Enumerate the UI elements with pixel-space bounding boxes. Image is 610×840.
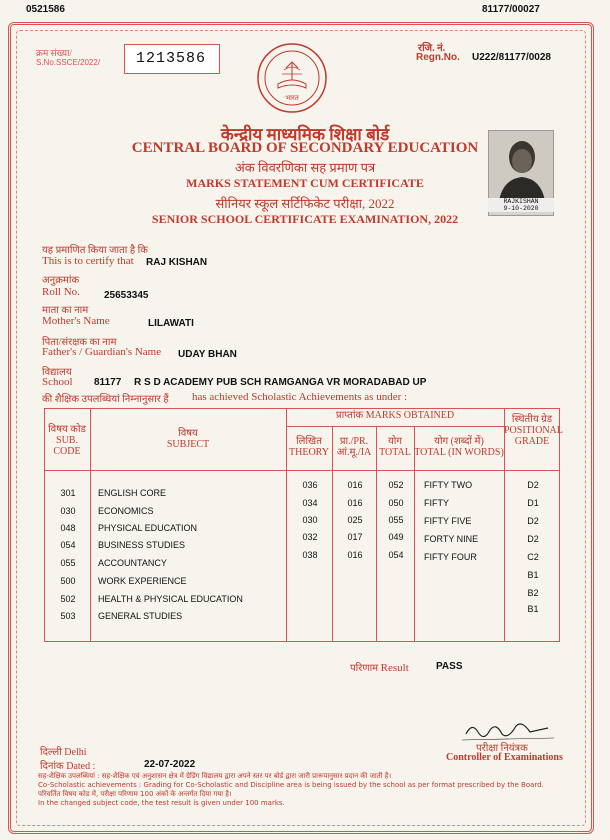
marks-subheader-divider [286,426,504,427]
father-label: Father's / Guardian's Name [42,346,162,358]
row-grade: D2 [527,480,539,490]
marks-hindi: प्राप्तांक [335,410,364,421]
result-label-en: Result [380,662,409,674]
note2-hindi: परिवर्तित विषय कोड में, परीक्षा परिणाम 100 अंकों के अन्तर्गत दिया गया है। [38,790,232,798]
col-header-theory [286,436,332,458]
photo-caption-date: 9-10-2020 [503,205,539,212]
date-label [40,758,95,772]
school-label-hindi: विद्यालय [42,367,72,378]
school-name: R S D ACADEMY PUB SCH RAMGANGA VR MORADABAD UP [134,377,427,388]
certify-label-hindi: यह प्रमाणित किया जाता है कि [42,245,148,256]
regn-label: Regn.No. [416,52,460,63]
mother-name: LILAWATI [148,318,194,329]
row-pr: 025 [347,515,363,525]
col-divider [332,426,333,642]
exam-title: SENIOR SCHOOL CERTIFICATE EXAMINATION, 2022 [151,212,459,226]
row-total: 049 [388,532,404,542]
code-code: CODE [53,446,81,457]
roll-number: 25653345 [104,290,149,301]
row-theory: 038 [302,550,318,560]
footer-notes [38,772,578,808]
note1-hindi: सह-शैक्षिक उपलब्धियां : सह-शैक्षिक एवं अनुशासन क्षेत्र में ग्रेडिंग विद्यालय द्वारा अपने स्तर पर बोर्ड द्वारा जारी प्रारूपानुसार प्रदान की जाती है। [38,772,392,780]
total-en: TOTAL [379,447,411,458]
date-hindi: दिनांक [40,761,64,772]
row-pr: 016 [347,480,363,490]
achieved-label-hindi: की शैक्षिक उपलब्धियां निम्नानुसार हैं [42,394,169,405]
col-header-grade [504,414,563,447]
marks-en: MARKS OBTAINED [365,410,455,421]
mother-label: Mother's Name [42,315,110,327]
row-code: 054 [60,540,76,550]
row-subject: BUSINESS STUDIES [98,540,186,550]
row-pr: 017 [347,532,363,542]
candidate-name: RAJ KISHAN [146,257,208,268]
subject-hindi: विषय [178,428,198,439]
row-subject: ECONOMICS [98,506,154,516]
code-sub: SUB. [56,435,78,446]
row-grade: D1 [527,498,539,508]
row-code: 503 [60,611,76,621]
col-header-pr [332,436,376,458]
row-theory: 032 [302,532,318,542]
col-header-words [414,436,504,458]
board-name: CENTRAL BOARD OF SECONDARY EDUCATION [131,140,479,156]
row-pr: 016 [347,550,363,560]
place-hindi: दिल्ली [40,747,62,758]
board-name-hindi: केन्द्रीय माध्यमिक शिक्षा बोर्ड [220,125,390,144]
row-words: FIFTY FOUR [424,552,477,562]
row-grade: B1 [527,604,539,614]
document-title-hindi: अंक विवरणिका सह प्रमाण पत्र [234,160,376,175]
row-subject: HEALTH & PHYSICAL EDUCATION [98,594,243,604]
result-label-hindi: परिणाम [350,663,379,674]
emblem-text: भारत [285,94,299,102]
cbse-emblem-icon [256,42,328,114]
row-code: 500 [60,576,76,586]
issue-date: 22-07-2022 [144,759,196,770]
col-header-subject [90,428,286,450]
grade-en2: GRADE [514,436,550,447]
top-right-serial: 81177/00027 [482,4,540,15]
theory-hindi: लिखित [296,436,322,447]
school-code: 81177 [94,377,122,388]
father-name: UDAY BHAN [178,349,237,360]
table-header-divider [44,470,560,471]
theory-en: THEORY [289,447,329,458]
roll-label-hindi: अनुक्रमांक [42,275,80,286]
photo-caption-name: RAJKISHAN [503,198,539,205]
row-grade: D2 [527,516,539,526]
row-theory: 034 [302,498,318,508]
row-words: FIFTY [424,498,449,508]
regn-label-hindi: रजि. नं. [418,43,446,54]
school-label: School [42,376,73,388]
photo-caption [488,198,554,212]
words-en: TOTAL (IN WORDS) [414,447,504,458]
col-divider [414,426,415,642]
row-code: 502 [60,594,76,604]
row-theory: 036 [302,480,318,490]
sno-label: S.No.SSCE/2022/ [36,58,101,67]
top-left-serial: 0521586 [26,4,65,15]
sno-label-hindi: क्रम संख्या/ [36,48,72,58]
col-header-marks [286,410,504,421]
row-total: 055 [388,515,404,525]
row-theory: 030 [302,515,318,525]
document-title: MARKS STATEMENT CUM CERTIFICATE [186,176,424,190]
row-code: 030 [60,506,76,516]
row-subject: GENERAL STUDIES [98,611,183,621]
sno-value: 1213586 [136,50,207,67]
row-code: 048 [60,523,76,533]
controller-hindi: परीक्षा नियंत्रक [476,743,528,754]
row-subject: WORK EXPERIENCE [98,576,187,586]
achieved-label: has achieved Scholastic Achievements as under : [192,391,408,403]
row-words: FORTY NINE [424,534,479,544]
row-subject: PHYSICAL EDUCATION [98,523,198,533]
col-divider [376,426,377,642]
grade-hindi: स्थितीय ग्रेड [511,414,553,425]
roll-label: Roll No. [42,286,80,298]
pr-hindi: प्रा./PR. [339,436,369,447]
row-grade: B2 [527,588,539,598]
controller-title: Controller of Examinations [446,752,563,763]
row-words: FIFTY TWO [424,480,473,490]
result-label [350,660,409,674]
regn-value: U222/81177/0028 [472,52,551,63]
result-value: PASS [436,661,463,672]
row-words: FIFTY FIVE [424,516,472,526]
total-hindi: योग [387,436,403,447]
row-total: 052 [388,480,404,490]
mother-label-hindi: माता का नाम [42,305,89,316]
row-subject: ENGLISH CORE [98,488,167,498]
row-grade: D2 [527,534,539,544]
place-label [40,744,87,758]
words-hindi: योग (शब्दों में) [434,436,484,447]
exam-title-hindi: सीनियर स्कूल सर्टिफिकेट परीक्षा, 2022 [215,196,395,211]
row-code: 301 [60,488,76,498]
col-header-total [376,436,414,458]
row-grade: B1 [527,570,539,580]
place-en: Delhi [64,747,87,758]
row-grade: C2 [527,552,539,562]
certify-label: This is to certify that [42,255,134,267]
row-pr: 016 [347,498,363,508]
row-total: 054 [388,550,404,560]
row-total: 050 [388,498,404,508]
col-header-code [44,424,90,457]
row-code: 055 [60,558,76,568]
code-hindi: विषय कोड [48,424,86,435]
grade-en1: POSITIONAL [504,425,563,436]
father-label-hindi: पिता/संरक्षक का नाम [42,337,117,348]
row-subject: ACCOUNTANCY [98,558,167,568]
date-en: Dated : [66,761,96,772]
note1-en: Co-Scholastic achievements : Grading for Co-Scholastic and Discipline area is being issued by the school as per format prescribed by the Board. [38,781,544,789]
pr-en: आं.मू./IA [336,447,372,458]
note2-en: In the changed subject code, the test result is given under 100 marks. [38,799,285,807]
subject-en: SUBJECT [166,439,210,450]
